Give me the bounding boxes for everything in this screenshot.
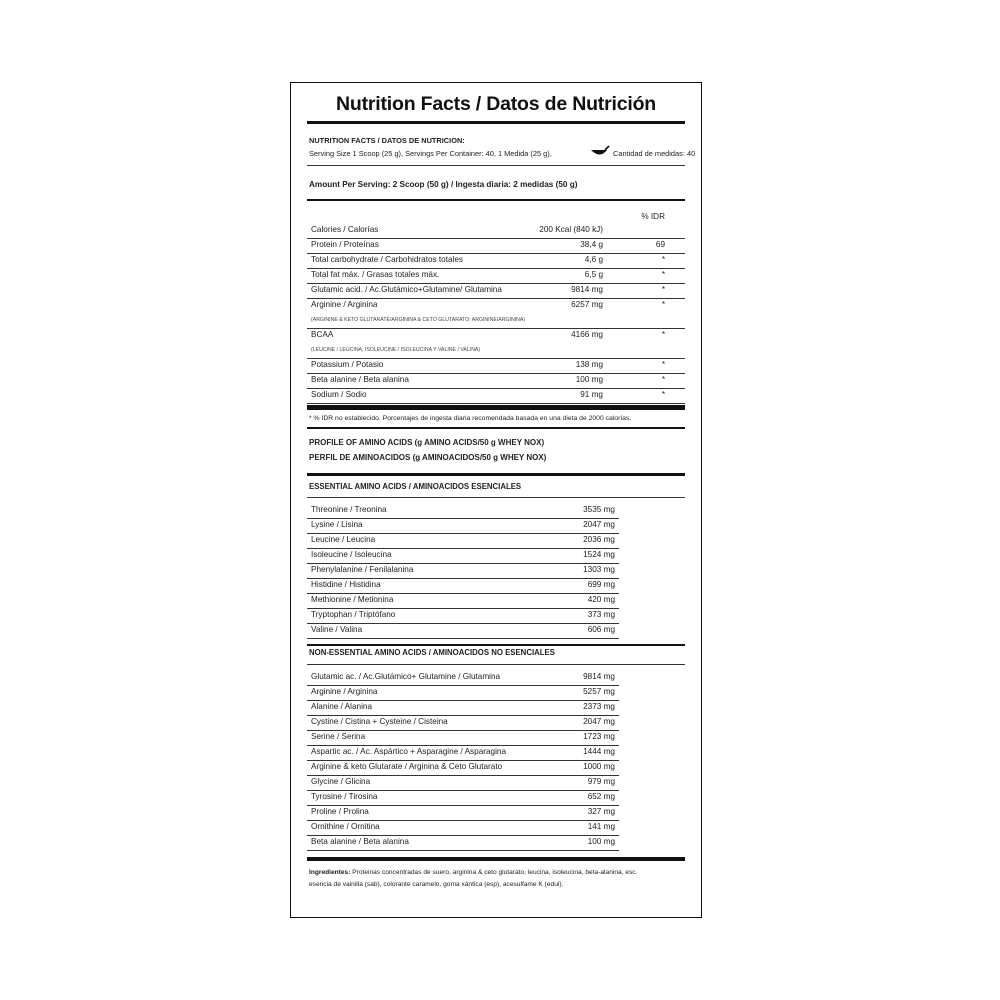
amino-name: Phenylalanine / Fenilalanina bbox=[311, 565, 414, 574]
amino-row bbox=[307, 805, 619, 821]
amino-name: Leucine / Leucina bbox=[311, 535, 376, 544]
nutrient-row bbox=[307, 268, 685, 284]
nutrient-idr: * bbox=[661, 255, 665, 264]
nutrient-value: 9814 mg bbox=[571, 285, 603, 294]
amino-row bbox=[307, 623, 619, 639]
nutrient-value: 6,5 g bbox=[584, 270, 603, 279]
amino-row bbox=[307, 503, 619, 519]
servings-count: Cantidad de medidas: 40 bbox=[613, 149, 696, 158]
serving-size: Serving Size 1 Scoop (25 g), Servings Per Container: 40, 1 Medida (25 g), bbox=[309, 149, 552, 158]
amino-value: 100 mg bbox=[587, 837, 615, 846]
nutrient-name: BCAA bbox=[311, 330, 334, 339]
nutrient-value: 4,6 g bbox=[584, 255, 603, 264]
nutrient-name: Total fat máx. / Grasas totales máx. bbox=[311, 270, 440, 279]
label-content bbox=[307, 83, 696, 917]
nutrient-idr: * bbox=[661, 390, 665, 399]
footnote: * % IDR no establecido. Porcentajes de ingesta diaria recomendada basada en una dieta de 2000 calorías. bbox=[309, 415, 632, 422]
nutrient-name: Calories / Calorías bbox=[311, 225, 379, 234]
amino-row bbox=[307, 775, 619, 791]
nonessential-heading: NON-ESSENTIAL AMINO ACIDS / AMINOACIDOS NO ESENCIALES bbox=[309, 648, 555, 657]
amino-row bbox=[307, 745, 619, 761]
nutrient-name: Sodium / Sodio bbox=[311, 390, 367, 399]
amino-row bbox=[307, 518, 619, 534]
amino-row bbox=[307, 760, 619, 776]
nutrient-value: 6257 mg bbox=[571, 300, 603, 309]
nutrients-end-bar bbox=[307, 405, 685, 410]
nutrient-row bbox=[307, 388, 685, 404]
amino-row bbox=[307, 533, 619, 549]
amino-name: Histidine / Histidina bbox=[311, 580, 381, 589]
amino-name: Aspartic ac. / Ac. Aspártico + Asparagine / Asparagina bbox=[311, 747, 507, 756]
amount-divider bbox=[307, 199, 685, 201]
nutrient-name: Protein / Proteínas bbox=[311, 240, 379, 249]
nutrient-name: Beta alanine / Beta alanina bbox=[311, 375, 409, 384]
footnote-divider bbox=[307, 427, 685, 429]
amino-row bbox=[307, 835, 619, 851]
amino-value: 2373 mg bbox=[583, 702, 615, 711]
profile-divider bbox=[307, 473, 685, 476]
nutrient-name: Arginine / Arginina bbox=[311, 300, 378, 309]
amino-row bbox=[307, 593, 619, 609]
nutrition-label bbox=[290, 82, 702, 918]
nutrient-row bbox=[307, 238, 685, 254]
profile-line-1: PROFILE OF AMINO ACIDS (g AMINO ACIDS/50 g WHEY NOX) bbox=[309, 438, 545, 447]
nutrient-name: Glutamic acid. / Ac.Glutámico+Glutamine/ Glutamina bbox=[311, 285, 502, 294]
title-divider bbox=[307, 121, 685, 124]
amino-value: 373 mg bbox=[587, 610, 615, 619]
nutrient-subtext: (ARGININE & KETO GLUTARATE/ARGININA & CETO GLUTARATO; ARGININE/ARGININA) bbox=[311, 317, 526, 323]
amino-name: Beta alanine / Beta alanina bbox=[311, 837, 409, 846]
amino-value: 606 mg bbox=[587, 625, 615, 634]
amino-row bbox=[307, 820, 619, 836]
nutrient-row bbox=[307, 283, 685, 299]
amino-name: Valine / Valina bbox=[311, 625, 363, 634]
ingredients-text-1: Proteinas concentradas de suero, arginina & ceto glutarato, leucina, isoleucina, beta-alanina, esc. bbox=[350, 869, 638, 876]
amino-value: 2047 mg bbox=[583, 717, 615, 726]
amino-value: 652 mg bbox=[587, 792, 615, 801]
nutrient-row bbox=[307, 298, 685, 329]
amino-row bbox=[307, 578, 619, 594]
amino-row bbox=[307, 608, 619, 624]
amino-name: Glycine / Glicina bbox=[311, 777, 371, 786]
serving-heading: NUTRITION FACTS / DATOS DE NUTRICION: bbox=[309, 136, 465, 145]
amino-value: 2036 mg bbox=[583, 535, 615, 544]
amino-name: Cystine / Cistina + Cysteine / Cisteina bbox=[311, 717, 448, 726]
amino-name: Tryptophan / Triptófano bbox=[311, 610, 396, 619]
nutrient-idr: * bbox=[661, 270, 665, 279]
nutrient-idr: 69 bbox=[655, 240, 665, 249]
nutrient-idr: * bbox=[661, 300, 665, 309]
ingredients-bar bbox=[307, 857, 685, 861]
amount-per-serving: Amount Per Serving: 2 Scoop (50 g) / Ingesta diaria: 2 medidas (50 g) bbox=[309, 180, 578, 189]
amino-value: 5257 mg bbox=[583, 687, 615, 696]
amino-row bbox=[307, 790, 619, 806]
amino-name: Arginine / Arginina bbox=[311, 687, 378, 696]
amino-value: 979 mg bbox=[587, 777, 615, 786]
amino-name: Methionine / Metionina bbox=[311, 595, 394, 604]
amino-row bbox=[307, 730, 619, 746]
essential-heading-divider bbox=[307, 497, 685, 498]
profile-line-2: PERFIL DE AMINOACIDOS (g AMINOACIDOS/50 g WHEY NOX) bbox=[309, 453, 547, 462]
amino-row bbox=[307, 715, 619, 731]
nutrient-value: 38,4 g bbox=[580, 240, 603, 249]
amino-value: 1444 mg bbox=[583, 747, 615, 756]
amino-value: 141 mg bbox=[587, 822, 615, 831]
amino-value: 2047 mg bbox=[583, 520, 615, 529]
nutrient-name: Total carbohydrate / Carbohidratos totales bbox=[311, 255, 464, 264]
nutrient-idr: * bbox=[661, 360, 665, 369]
amino-value: 1723 mg bbox=[583, 732, 615, 741]
amino-value: 699 mg bbox=[587, 580, 615, 589]
amino-row bbox=[307, 670, 619, 686]
nutrient-name: Potassium / Potasio bbox=[311, 360, 384, 369]
amino-name: Ornithine / Ornitina bbox=[311, 822, 380, 831]
amino-value: 1303 mg bbox=[583, 565, 615, 574]
ingredients-line-1 bbox=[309, 867, 637, 879]
amino-row bbox=[307, 548, 619, 564]
amino-value: 1524 mg bbox=[583, 550, 615, 559]
amino-row bbox=[307, 700, 619, 716]
amino-name: Alanine / Alanina bbox=[311, 702, 372, 711]
amino-value: 9814 mg bbox=[583, 672, 615, 681]
essential-end-bar bbox=[307, 644, 685, 646]
amino-name: Tyrosine / Tirosina bbox=[311, 792, 378, 801]
amino-name: Lysine / Lisina bbox=[311, 520, 363, 529]
nutrient-row bbox=[307, 328, 685, 359]
amino-name: Serine / Serina bbox=[311, 732, 366, 741]
ingredients-line-2: esencia de vainilla (sab), colorante caramelo, goma xántica (esp), acesulfame K (edul). bbox=[309, 881, 564, 888]
serving-divider bbox=[307, 165, 685, 166]
nutrient-value: 100 mg bbox=[575, 375, 603, 384]
amino-name: Arginine & keto Glutarate / Arginina & Ceto Glutarato bbox=[311, 762, 503, 771]
nutrient-idr: * bbox=[661, 285, 665, 294]
nutrient-idr: * bbox=[661, 330, 665, 339]
nutrient-row bbox=[307, 253, 685, 269]
idr-header: % IDR bbox=[641, 212, 665, 221]
nutrient-value: 200 Kcal (840 kJ) bbox=[539, 225, 603, 234]
label-title: Nutrition Facts / Datos de Nutrición bbox=[336, 93, 656, 115]
nutrient-row bbox=[307, 373, 685, 389]
essential-heading: ESSENTIAL AMINO ACIDS / AMINOACIDOS ESENCIALES bbox=[309, 482, 522, 491]
amino-name: Threonine / Treonina bbox=[311, 505, 387, 514]
amino-name: Proline / Prolina bbox=[311, 807, 369, 816]
nutrient-value: 4166 mg bbox=[571, 330, 603, 339]
nutrient-value: 138 mg bbox=[575, 360, 603, 369]
amino-value: 327 mg bbox=[587, 807, 615, 816]
ingredients-label: Ingredientes: bbox=[309, 869, 351, 876]
nutrient-subtext: (LEUCINE / LEUCINA; ISOLEUCINE / ISOLEUCINA Y VALINE / VALINA) bbox=[311, 347, 481, 353]
nutrient-idr: * bbox=[661, 375, 665, 384]
nutrient-value: 91 mg bbox=[580, 390, 603, 399]
amino-name: Glutamic ac. / Ac.Glutámico+ Glutamine / Glutamina bbox=[311, 672, 501, 681]
amino-name: Isoleucine / Isoleucina bbox=[311, 550, 392, 559]
scoop-icon bbox=[590, 145, 610, 159]
nonessential-heading-divider bbox=[307, 664, 685, 665]
nutrient-row bbox=[307, 223, 685, 239]
amino-row bbox=[307, 563, 619, 579]
nutrient-row bbox=[307, 358, 685, 374]
amino-value: 1000 mg bbox=[583, 762, 615, 771]
amino-row bbox=[307, 685, 619, 701]
amino-value: 420 mg bbox=[587, 595, 615, 604]
amino-value: 3535 mg bbox=[583, 505, 615, 514]
